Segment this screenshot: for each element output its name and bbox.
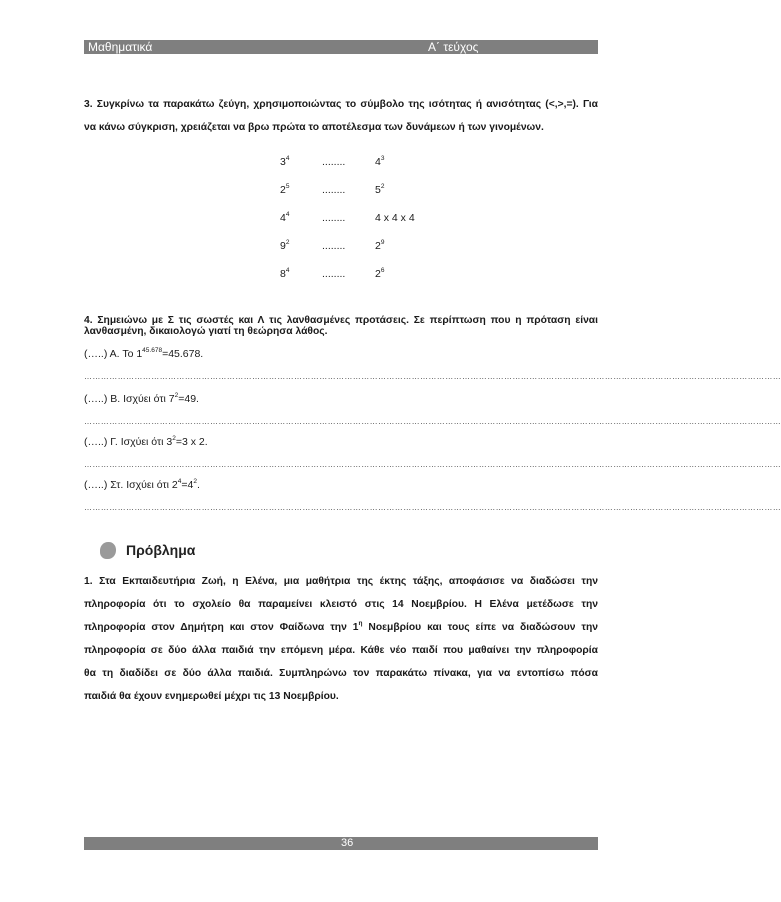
- comparison-blank[interactable]: ........: [322, 184, 346, 196]
- comparison-row: [280, 268, 480, 282]
- q4-line-1: 4. Σημειώνω με Σ τις σωστές και Λ τις λανθασμένες προτάσεις. Σε περίπτωση που η πρόταση είναι: [84, 315, 598, 326]
- statement-st: (…..) Στ. Ισχύει ότι $2^4=4^2$.: [84, 478, 200, 491]
- comparison-lhs: $2^5$: [280, 183, 290, 196]
- comparison-lhs: $8^4$: [280, 267, 290, 280]
- problem-line-2: πληροφορία ότι το σχολείο θα παραμείνει κλειστό στις 14 Νοεμβρίου. Η Ελένα μετέδωσε την: [84, 599, 598, 610]
- comparison-blank[interactable]: ........: [322, 268, 346, 280]
- q3-line-1: 3. Συγκρίνω τα παρακάτω ζεύγη, χρησιμοποιώντας το σύμβολο της ισότητας ή ανισότητας (<,>,=). Για: [84, 99, 598, 110]
- comparison-rhs: $2^6$: [375, 267, 385, 280]
- header-issue: Α΄ τεύχος: [428, 40, 479, 54]
- problem-line-3: πληροφορία στον Δημήτρη και στον Φαίδωνα την $1^\eta$ Νοεμβρίου και τους είπε να διαδώσουν την: [84, 620, 598, 633]
- problem-title: Πρόβλημα: [126, 542, 196, 558]
- comparison-row: [280, 184, 480, 198]
- page-footer: [84, 837, 598, 850]
- answer-line[interactable]: ……………………………………………………………………………………………………………………………………………………………………………………………………………………………: [84, 460, 781, 469]
- header-subject: Μαθηματικά: [88, 40, 153, 54]
- q3-line-2: να κάνω σύγκριση, χρειάζεται να βρω πρώτα το αποτέλεσμα των δυνάμεων ή των γινομένων.: [84, 122, 544, 133]
- comparison-rhs: $5^2$: [375, 183, 385, 196]
- comparison-rhs: 4 x 4 x 4: [375, 212, 415, 224]
- page-header: [84, 40, 598, 54]
- comparison-rhs: $4^3$: [375, 155, 385, 168]
- answer-line[interactable]: ……………………………………………………………………………………………………………………………………………………………………………………………………………………………: [84, 372, 781, 381]
- comparison-lhs: $4^4$: [280, 211, 290, 224]
- comparison-row: [280, 156, 480, 170]
- statement-c: (…..) Γ. Ισχύει ότι $3^2=3$ x 2.: [84, 435, 208, 448]
- q4-line-2: λανθασμένη, δικαιολογώ γιατί τη θεώρησα λάθος.: [84, 326, 328, 337]
- comparison-lhs: $3^4$: [280, 155, 290, 168]
- statement-b: (…..) Β. Ισχύει ότι $7^2=49$.: [84, 392, 199, 405]
- comparison-blank[interactable]: ........: [322, 212, 346, 224]
- statement-a: (…..) Α. Το $1^{45.678}=45.678$.: [84, 347, 204, 360]
- problem-line-5: θα τη διαδίδει σε δύο άλλα παιδιά. Συμπληρώνω τον παρακάτω πίνακα, για να εντοπίσω πόσα: [84, 668, 598, 679]
- comparison-rhs: $2^9$: [375, 239, 385, 252]
- problem-line-4: πληροφορία σε δύο άλλα παιδιά την επόμενη μέρα. Κάθε νέο παιδί που μαθαίνει την πληροφορία: [84, 645, 598, 656]
- comparison-blank[interactable]: ........: [322, 156, 346, 168]
- problem-line-1: 1. Στα Εκπαιδευτήρια Ζωή, η Ελένα, μια μαθήτρια της έκτης τάξης, αποφάσισε να διαδώσει την: [84, 576, 598, 587]
- comparison-blank[interactable]: ........: [322, 240, 346, 252]
- answer-line[interactable]: ……………………………………………………………………………………………………………………………………………………………………………………………………………………………: [84, 503, 781, 512]
- page-number: 36: [341, 837, 354, 849]
- comparison-lhs: $9^2$: [280, 239, 290, 252]
- comparison-row: [280, 240, 480, 254]
- blob-bullet-icon: [100, 542, 116, 559]
- comparison-row: [280, 212, 480, 226]
- answer-line[interactable]: ……………………………………………………………………………………………………………………………………………………………………………………………………………………………: [84, 417, 781, 426]
- problem-line-6: παιδιά θα έχουν ενημερωθεί μέχρι τις 13 Νοεμβρίου.: [84, 691, 339, 702]
